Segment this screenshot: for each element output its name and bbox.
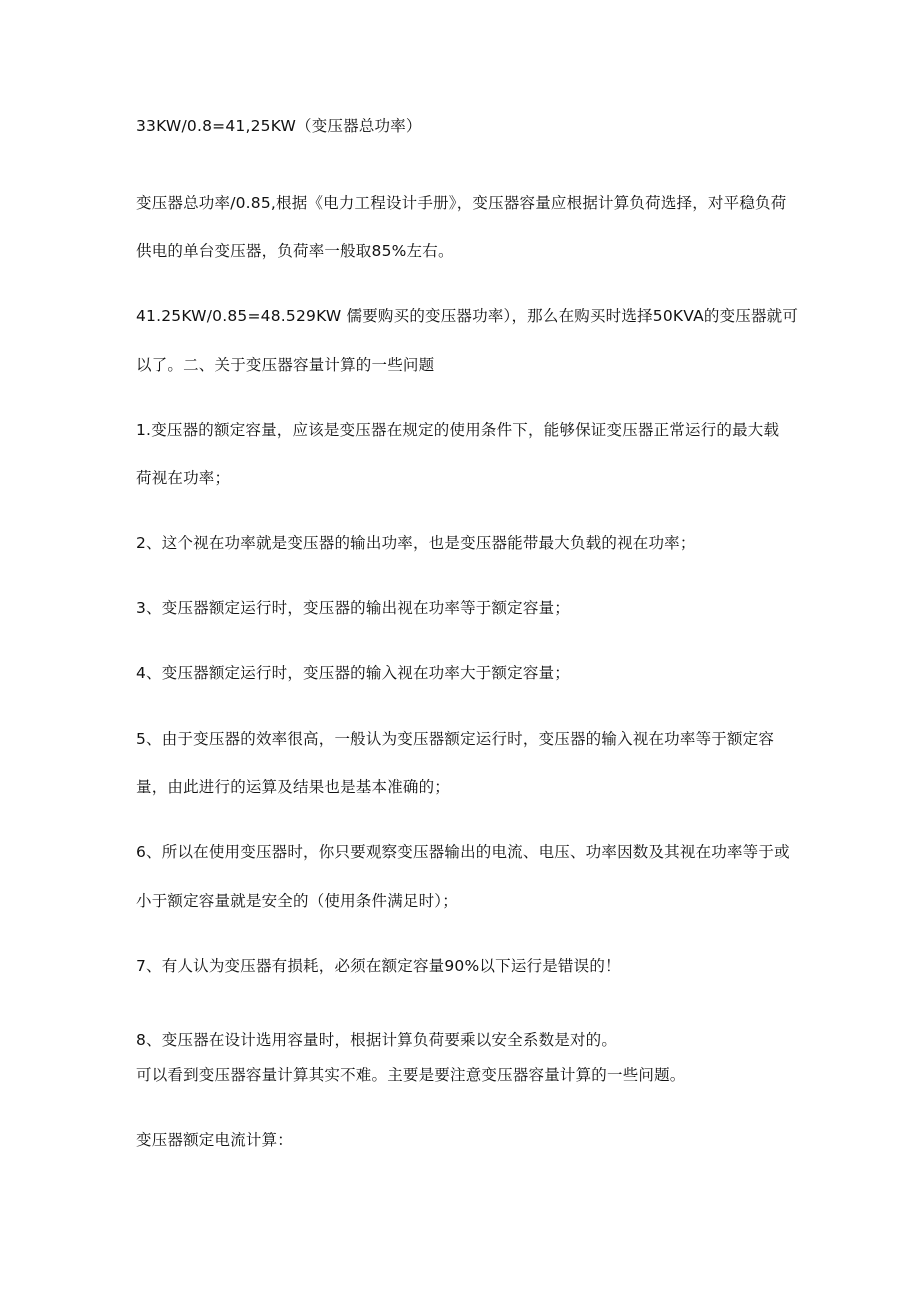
text-line-2: 变压器总功率/0.85,根据《电力工程设计手册》，变压器容量应根据计算负荷选择，对平稳负荷 — [136, 194, 787, 212]
text-line-7: 荷视在功率； — [136, 469, 231, 487]
text-line-11: 5、由于变压器的效率很高，一般认为变压器额定运行时，变压器的输入视在功率等于额定容 — [136, 730, 775, 748]
text-line-6: 1.变压器的额定容量，应该是变压器在规定的使用条件下，能够保证变压器正常运行的最大载 — [136, 421, 780, 439]
text-line-14: 小于额定容量就是安全的（使用条件满足时）； — [136, 892, 458, 910]
text-line-9: 3、变压器额定运行时，变压器的输出视在功率等于额定容量； — [136, 599, 570, 617]
text-line-8: 2、这个视在功率就是变压器的输出功率，也是变压器能带最大负载的视在功率； — [136, 534, 696, 552]
text-line-4: 41.25KW/0.85=48.529KW 儒要购买的变压器功率），那么在购买时选择50KVA的变压器就可 — [136, 307, 799, 325]
text-line-18: 变压器额定电流计算： — [136, 1131, 294, 1149]
text-line-5: 以了。二、关于变压器容量计算的一些问题 — [136, 356, 435, 374]
text-line-10: 4、变压器额定运行时，变压器的输入视在功率大于额定容量； — [136, 664, 570, 682]
text-line-1: 33KW/0.8=41,25KW（变压器总功率） — [136, 117, 422, 135]
text-line-16: 8、变压器在设计选用容量时，根据计算负荷要乘以安全系数是对的。 — [136, 1031, 618, 1049]
text-line-13: 6、所以在使用变压器时，你只要观察变压器输出的电流、电压、功率因数及其视在功率等于或 — [136, 843, 790, 861]
text-line-17: 可以看到变压器容量计算其实不难。主要是要注意变压器容量计算的一些问题。 — [136, 1066, 686, 1084]
text-line-12: 量，由此进行的运算及结果也是基本准确的； — [136, 778, 451, 796]
text-line-15: 7、有人认为变压器有损耗，必须在额定容量90%以下运行是错误的！ — [136, 957, 621, 975]
text-line-3: 供电的单台变压器，负荷率一般取85%左右。 — [136, 242, 454, 260]
